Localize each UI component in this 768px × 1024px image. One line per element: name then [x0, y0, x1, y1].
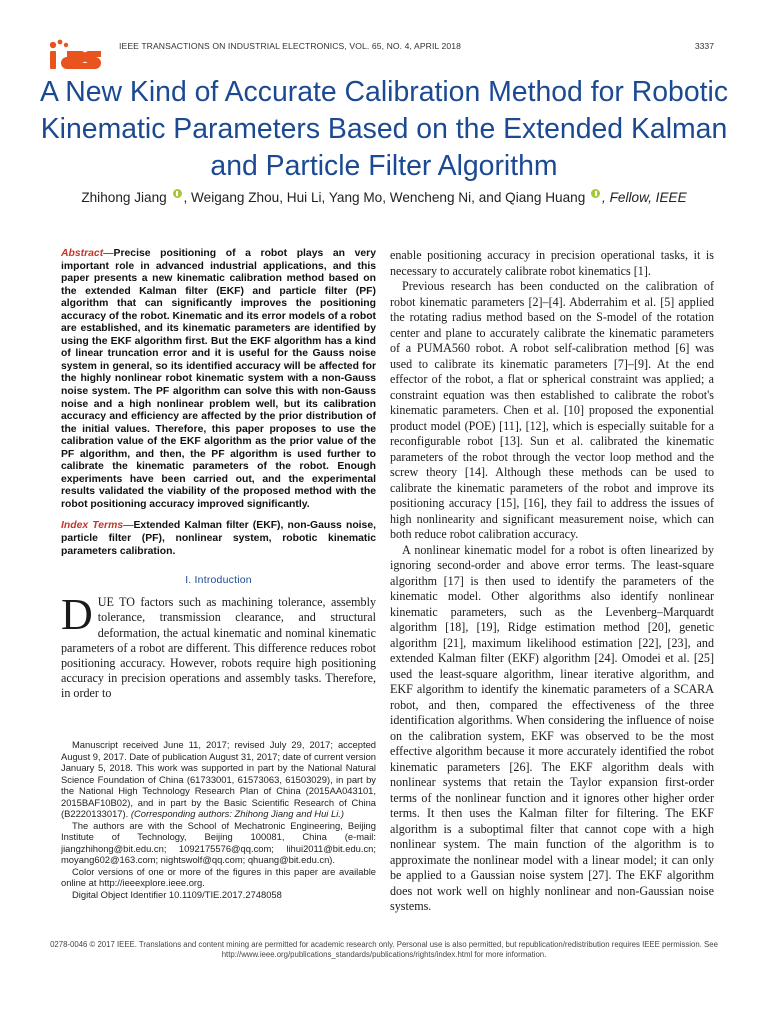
- first-page-footnote: [61, 739, 376, 900]
- page-number: 3337: [694, 41, 714, 51]
- orcid-icon[interactable]: [591, 189, 600, 198]
- ies-logo: [47, 39, 105, 73]
- manuscript-note: Manuscript received June 11, 2017; revised July 29, 2017; accepted August 9, 2017. Date of publication August 31, 2017; date of current version January 5, 2018. This work was supported in part by the National Natural Science Foundation of China (61733001, 61573063, 61503029), in part by the National High Technology Research Plan of China (2015AA043101, 2015BAF10B02), and in part by the Basic Scientific Research of China (B2220133017). (Corresponding authors: Zhihong Jiang and Hui Li.): [61, 739, 376, 819]
- index-terms-label: Index Terms—: [61, 520, 134, 532]
- index-terms: [61, 520, 376, 558]
- body-paragraph: enable positioning accuracy in precision operational tasks, it is necessary to accurately calibrate robot kinematics [1].: [390, 248, 714, 278]
- intro-text: factors such as machining tolerance, assembly tolerance, transmission clearance, and structural deformation, the actual kinematic and nominal kinematic parameters of a robot are different. This difference reduces robot positioning accuracy. However, robots require high positioning accuracy in precision operations and assembly tasks. Therefore, in order to: [61, 595, 376, 701]
- right-column: [390, 248, 714, 915]
- author-line: [30, 190, 738, 205]
- color-versions-note: Color versions of one or more of the figures in this paper are available online at http://ieeexplore.ieee.org.: [61, 865, 376, 888]
- abstract-text: Precise positioning of a robot plays an very important role in advanced industrial applications, and this paper presents a new kinematic calibration method based on the extended Kalman filter (EKF) and particle filter (PF) algorithm that can significantly improves the positioning accuracy of the robot. Kinematic and its error models of a robot are established, and its kinematic parameters are identified by using the EKF algorithm first. But the EKF algorithm has a kind of linear truncation error and it is useful for the Gauss noise system in general, so its identified accuracy will be affected for the highly nonlinear robot kinematic system with a non-Gauss noise system. The PF algorithm can solve this with non-Gauss noise and a high nonlinear problem well, but its calibration accuracy and efficiency are affected by the prior distribution of the initial values. Therefore, this paper proposes to use the calibration value of the EKF algorithm as the prior value of the PF algorithm, and then, the PF algorithm is used further to calibrate the kinematic parameters of the robot. Enough experiments have been carried out, and the experimental results validated the viability of the proposed method with the robot positioning accuracy improved significantly.: [61, 248, 376, 510]
- author-first: Zhihong Jiang: [81, 190, 167, 205]
- intro-lead-caps: UE TO: [97, 595, 135, 610]
- left-column: [61, 248, 376, 702]
- section-heading-introduction: I. Introduction: [185, 574, 252, 587]
- body-paragraph: A nonlinear kinematic model for a robot is often linearized by ignoring second-order and above error terms. The least-square algorithm [17] is then used to identify the parameters of the kinematic model. Other algorithms also identify nonlinear kinematic parameters, such as the Levenberg–Marquardt algorithm [18], [19], Ridge estimation method [20], genetic algorithm [21], maximum likelihood estimation [22], [23], and extended Kalman filter (EKF) algorithm [24]. Omodei et al. [25] used the least-square algorithm, linear iterative algorithm, and EKF algorithm to identify the kinematic parameters of a SCARA robot, and then, compared the effectiveness of the three identification algorithms. When considering the influence of noise on the calibration system, EKF was observed to be the most effective algorithm because it more accurately identified the robot kinematic parameters [26]. The EKF algorithm deals with nonlinear systems that retain the Taylor expansion first-order terms of the nonlinear function and it ignores other higher order terms. It then uses the Kalman filter for filtering. The EKF algorithm is a suboptimal filter that cannot cope with a high nonlinear system. The main function of the algorithm is to approximate the nonlinear model with a linear model; it can only be applied to a Gaussian noise system [27]. The EKF algorithm does not work well on highly nonlinear and non-Gaussian noise systems.: [390, 542, 714, 913]
- paper-title: A New Kind of Accurate Calibration Method for Robotic Kinematic Parameters Based on the Extended Kalman and Particle Filter Algorithm: [39, 76, 729, 182]
- orcid-icon[interactable]: [173, 189, 182, 198]
- abstract: [61, 248, 376, 511]
- copyright-notice: 0278-0046 © 2017 IEEE. Translations and content mining are permitted for academic research only. Personal use is also permitted, but republication/redistribution requires IEEE permission. See http://www.ieee.org/publications_standards/publications/rights/index.html for more information.: [50, 940, 718, 959]
- author-suffix: , Fellow, IEEE: [602, 190, 687, 205]
- body-paragraph: Previous research has been conducted on the calibration of robot kinematic parameters [2]–[4]. Abderrahim et al. [5] applied the rotating radius method based on the S-model of the rotation center and plane to accurately calibrate the kinematic parameters of a PUMA560 robot. A robot self-calibration method [6] was used to calibrate its kinematic parameters [7]–[9]. At the end effector of the robot, a flat or spherical constraint was applied; a constraint equation was then established to calibrate the robot's kinematic parameters. Chen et al. [10] proposed the exponential product model (POE) [11], [12], which is especially suitable for a reconfigurable robot [13]. Sun et al. calibrated the kinematic parameters of the robot through the vector loop method and the screw theory [14]. Although these methods can be used to calibrate the kinematic parameters of the robot and improve its positioning accuracy [15], [16], they fail to address the issues of high nonlinearity and significant measurement noise, which can both reduce robot calibration accuracy.: [390, 279, 714, 541]
- intro-paragraph: [61, 590, 376, 701]
- index-terms-text: Extended Kalman filter (EKF), non-Gauss noise, particle filter (PF), nonlinear system, robotic kinematic parameters calibration.: [61, 520, 377, 557]
- author-list: , Weigang Zhou, Hui Li, Yang Mo, Wencheng Ni, and Qiang Huang: [183, 190, 586, 205]
- drop-cap: D: [61, 590, 93, 640]
- doi-note: Digital Object Identifier 10.1109/TIE.2017.2748058: [72, 888, 282, 900]
- affiliation-note: The authors are with the School of Mechatronic Engineering, Beijing Institute of Technology, Beijing 100081, China (e-mail: jiangzhihong@bit.edu.cn; 1092175576@qq.com; lihui2011@bit.edu.cn; moyang602@163.com; nightswolf@qq.com; qhuang@bit.edu.cn).: [61, 819, 376, 865]
- running-head: IEEE TRANSACTIONS ON INDUSTRIAL ELECTRONICS, VOL. 65, NO. 4, APRIL 2018: [119, 41, 462, 51]
- abstract-label: Abstract—: [61, 248, 114, 259]
